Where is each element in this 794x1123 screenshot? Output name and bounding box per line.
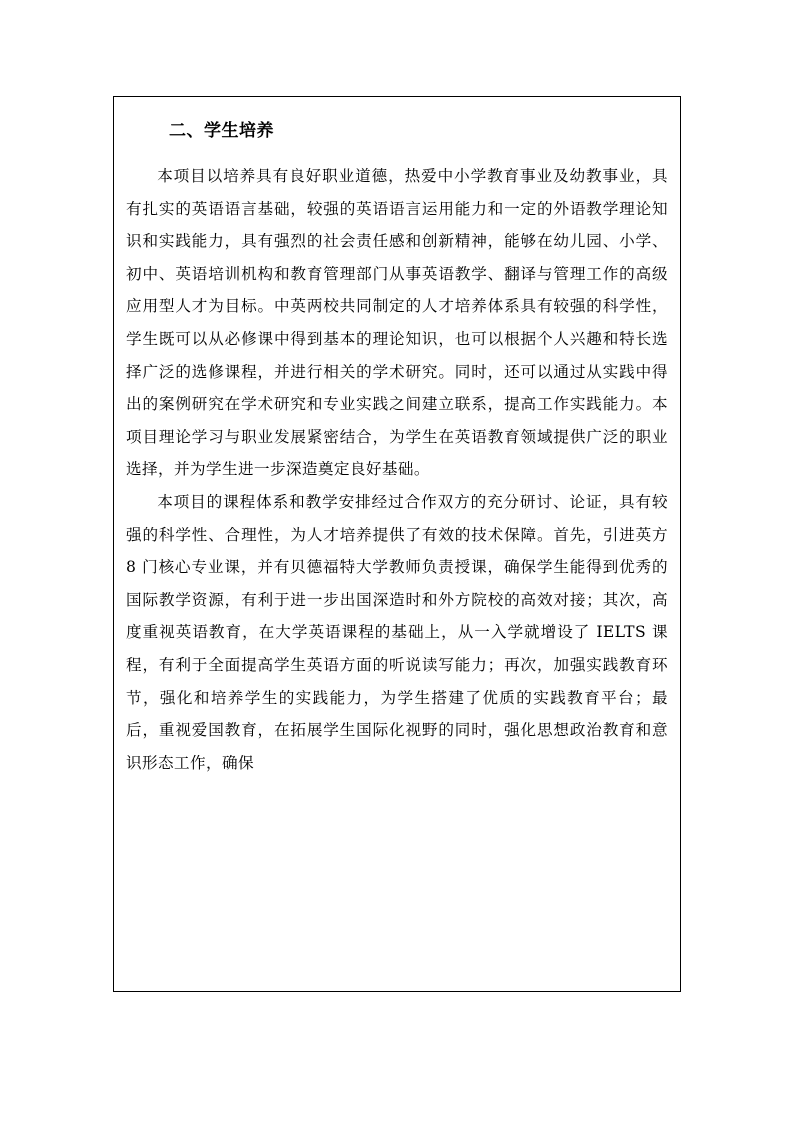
paragraph-curriculum: 本项目的课程体系和教学安排经过合作双方的充分研讨、论证，具有较强的科学性、合理性，为人才培养提供了有效的技术保障。首先，引进英方 8 门核心专业课，并有贝德福特大学教师负责授课，确保学生能得到优秀的国际教学资源，有利于进一步出国深造时和外方院校的高效对接；其次，高度重视英语教育，在大学英语课程的基础上，从一入学就增设了 IELTS 课程，有利于全面提高学生英语方面的听说读写能力；再次，加强实践教育环节，强化和培养学生的实践能力，为学生搭建了优质的实践教育平台；最后，重视爱国教育，在拓展学生国际化视野的同时，强化思想政治教育和意识形态工作，确保: [126, 492, 668, 772]
document-content: [114, 97, 680, 779]
document-frame: [113, 96, 681, 992]
paragraph-training-goals: 本项目以培养具有良好职业道德，热爱中小学教育事业及幼教事业，具有扎实的英语语言基础，较强的英语语言运用能力和一定的外语教学理论知识和实践能力，具有强烈的社会责任感和创新精神，能够在幼儿园、小学、初中、英语培训机构和教育管理部门从事英语教学、翻译与管理工作的高级应用型人才为目标。中英两校共同制定的人才培养体系具有较强的科学性，学生既可以从必修课中得到基本的理论知识，也可以根据个人兴趣和特长选择广泛的选修课程，并进行相关的学术研究。同时，还可以通过从实践中得出的案例研究在学术研究和专业实践之间建立联系，提高工作实践能力。本项目理论学习与职业发展紧密结合，为学生在英语教育领域提供广泛的职业选择，并为学生进一步深造奠定良好基础。: [126, 167, 668, 479]
section-title: 二、学生培养: [169, 121, 274, 141]
